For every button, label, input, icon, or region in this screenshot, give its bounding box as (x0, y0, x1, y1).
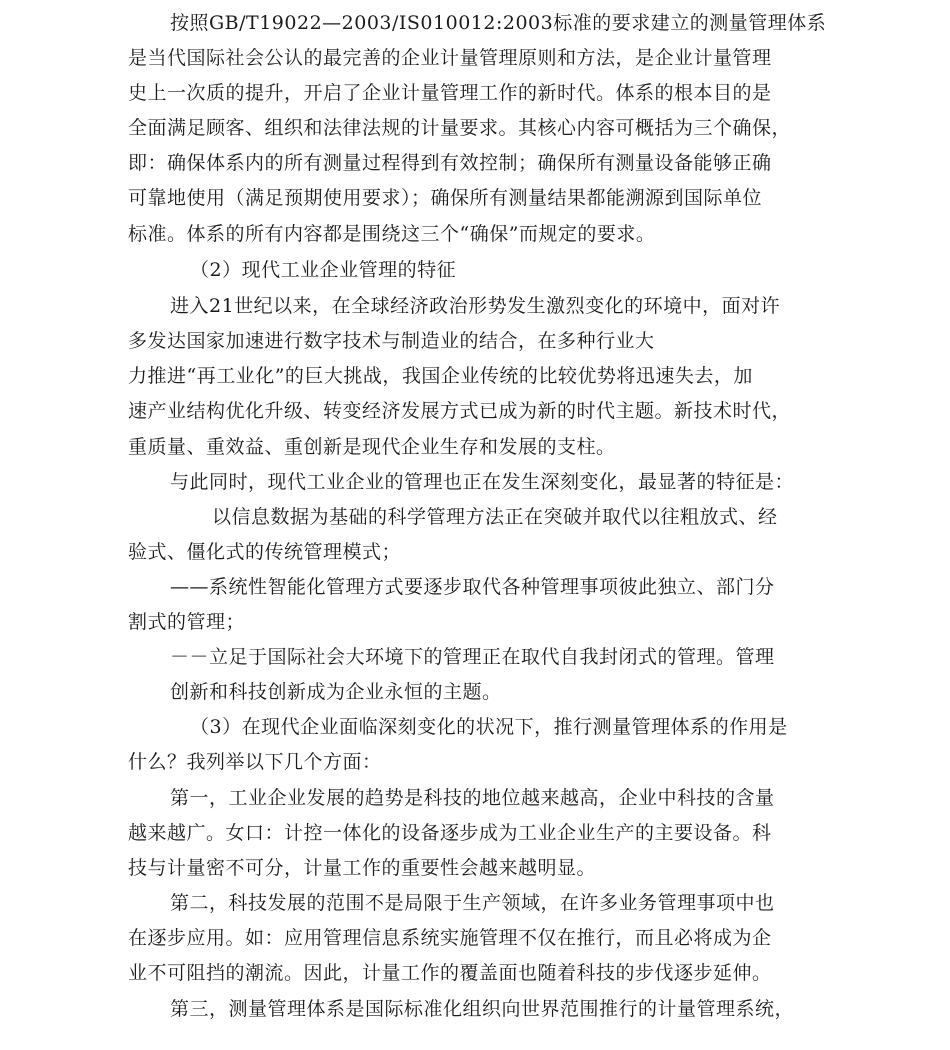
text-line: 什么？我列举以下几个方面： (128, 751, 382, 773)
text-line: 技与计量密不可分，计量工作的重要性会越来越明显。 (128, 857, 597, 879)
text-line: 速产业结构优化升级、转变经济发展方式已成为新的时代主题。新技术时代， (128, 400, 792, 422)
text-line: 以信息数据为基础的科学管理方法正在突破并取代以往粗放式、经 (212, 506, 778, 528)
text-line: 第三，测量管理体系是国际标准化组织向世界范围推行的计量管理系统， (170, 998, 795, 1020)
text-line: 在逐步应用。如：应用管理信息系统实施管理不仅在推行，而且必将成为企 (128, 927, 772, 949)
section-heading: （3）在现代企业面临深刻变化的状况下，推行测量管理体系的作用是 (190, 716, 788, 738)
text-line: 全面满足顾客、组织和法律法规的计量要求。其核心内容可概括为三个确保， (128, 117, 792, 139)
text-line: 越来越广。女口：计控一体化的设备逐步成为工业企业生产的主要设备。科 (128, 822, 772, 844)
text-line: 业不可阻挡的潮流。因此，计量工作的覆盖面也随着科技的步伐逐步延伸。 (128, 962, 772, 984)
text-line: 是当代国际社会公认的最完善的企业计量管理原则和方法，是企业计量管理 (128, 47, 772, 69)
text-line: 创新和科技创新成为企业永恒的主题。 (170, 681, 502, 703)
text-line: 进入21世纪以来，在全球经济政治形势发生激烈变化的环境中，面对许 (170, 295, 781, 317)
section-heading: （2）现代工业企业管理的特征 (190, 259, 457, 281)
text-line: 割式的管理； (128, 611, 246, 633)
text-line: 按照GB/T19022—2003/IS010012:2003标准的要求建立的测量管理体系 (170, 12, 827, 34)
text-line: 标准。体系的所有内容都是围绕这三个“确保”而规定的要求。 (128, 223, 656, 245)
text-line: 第二，科技发展的范围不是局限于生产领域，在许多业务管理事项中也 (170, 892, 775, 914)
text-line: 第一，工业企业发展的趋势是科技的地位越来越高，企业中科技的含量 (170, 787, 775, 809)
text-line: 力推进“再工业化”的巨大挑战，我国企业传统的比较优势将迅速失去，加 (128, 365, 753, 387)
text-line: 与此同时，现代工业企业的管理也正在发生深刻变化，最显著的特征是： (170, 471, 795, 493)
text-line: 史上一次质的提升，开启了企业计量管理工作的新时代。体系的根本目的是 (128, 82, 772, 104)
text-line: 可靠地使用（满足预期使用要求）；确保所有测量结果都能溯源到国际单位 (128, 187, 763, 209)
text-line: －－立足于国际社会大环境下的管理正在取代自我封闭式的管理。管理 (170, 646, 775, 668)
text-line: 重质量、重效益、重创新是现代企业生存和发展的支柱。 (128, 436, 616, 458)
text-line: 多发达国家加速进行数字技术与制造业的结合，在多种行业大 (128, 330, 655, 352)
text-line: 即：确保体系内的所有测量过程得到有效控制；确保所有测量设备能够正确 (128, 152, 772, 174)
text-line: ——系统性智能化管理方式要逐步取代各种管理事项彼此独立、部门分 (170, 576, 775, 598)
text-line: 验式、僵化式的传统管理模式； (128, 541, 402, 563)
